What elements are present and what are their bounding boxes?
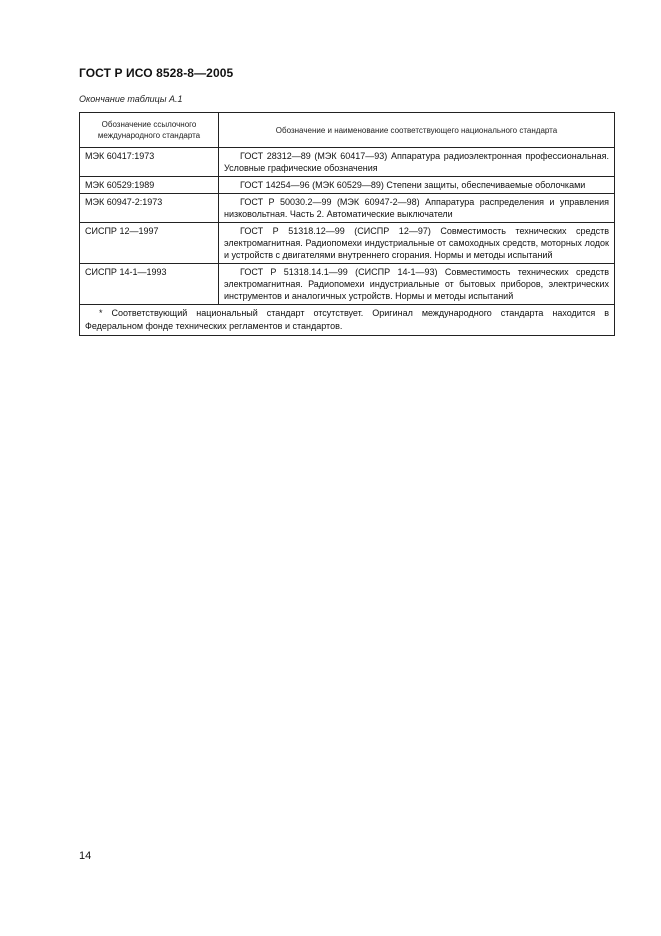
- table-row: [80, 177, 615, 194]
- international-standard-code: МЭК 60417:1973: [80, 148, 219, 177]
- national-standard-description: ГОСТ Р 50030.2—99 (МЭК 60947-2—98) Аппаратура распределения и управления низковольтная. Часть 2. Автоматические выключатели: [224, 197, 609, 219]
- table-row: [80, 223, 615, 264]
- international-standard-code: СИСПР 14-1—1993: [80, 264, 219, 305]
- table-row: [80, 194, 615, 223]
- table-caption: Окончание таблицы А.1: [79, 94, 183, 104]
- table-footnote: * Соответствующий национальный стандарт отсутствует. Оригинал международного стандарта находится в Федеральном фонде технических регламентов и стандартов.: [85, 308, 609, 331]
- national-standard-description: ГОСТ Р 51318.14.1—99 (СИСПР 14-1—93) Совместимость технических средств электромагнитная. Радиопомехи индустриальные от бытовых приборов, электрических инструментов и аналогичных устройств. Нормы и методы испытаний: [224, 267, 609, 301]
- national-standard-cell: [219, 148, 615, 177]
- national-standard-cell: [219, 194, 615, 223]
- international-standard-code: МЭК 60529:1989: [80, 177, 219, 194]
- national-standard-description: ГОСТ 28312—89 (МЭК 60417—93) Аппаратура радиоэлектронная профессиональная. Условные графические обозначения: [224, 151, 609, 173]
- national-standard-cell: [219, 177, 615, 194]
- column-header-international-standard: Обозначение ссылочного международного стандарта: [80, 113, 219, 148]
- document-header: ГОСТ Р ИСО 8528-8—2005: [79, 66, 234, 80]
- national-standard-cell: [219, 264, 615, 305]
- page-number: 14: [79, 850, 92, 862]
- reference-standards-table: [79, 112, 615, 336]
- table-row: [80, 148, 615, 177]
- national-standard-description: ГОСТ 14254—96 (МЭК 60529—89) Степени защиты, обеспечиваемые оболочками: [240, 180, 586, 190]
- national-standard-description: ГОСТ Р 51318.12—99 (СИСПР 12—97) Совместимость технических средств электромагнитная. Радиопомехи индустриальные от самоходных средств, моторных лодок и устройств с двигателями внутреннего сгорания. Нормы и методы испытаний: [224, 226, 609, 260]
- table-header-row: [80, 113, 615, 148]
- national-standard-cell: [219, 223, 615, 264]
- international-standard-code: СИСПР 12—1997: [80, 223, 219, 264]
- column-header-national-standard: Обозначение и наименование соответствующего национального стандарта: [219, 113, 615, 148]
- table-footnote-cell: [80, 305, 615, 336]
- table-row: [80, 264, 615, 305]
- international-standard-code: МЭК 60947-2:1973: [80, 194, 219, 223]
- table-footnote-row: [80, 305, 615, 336]
